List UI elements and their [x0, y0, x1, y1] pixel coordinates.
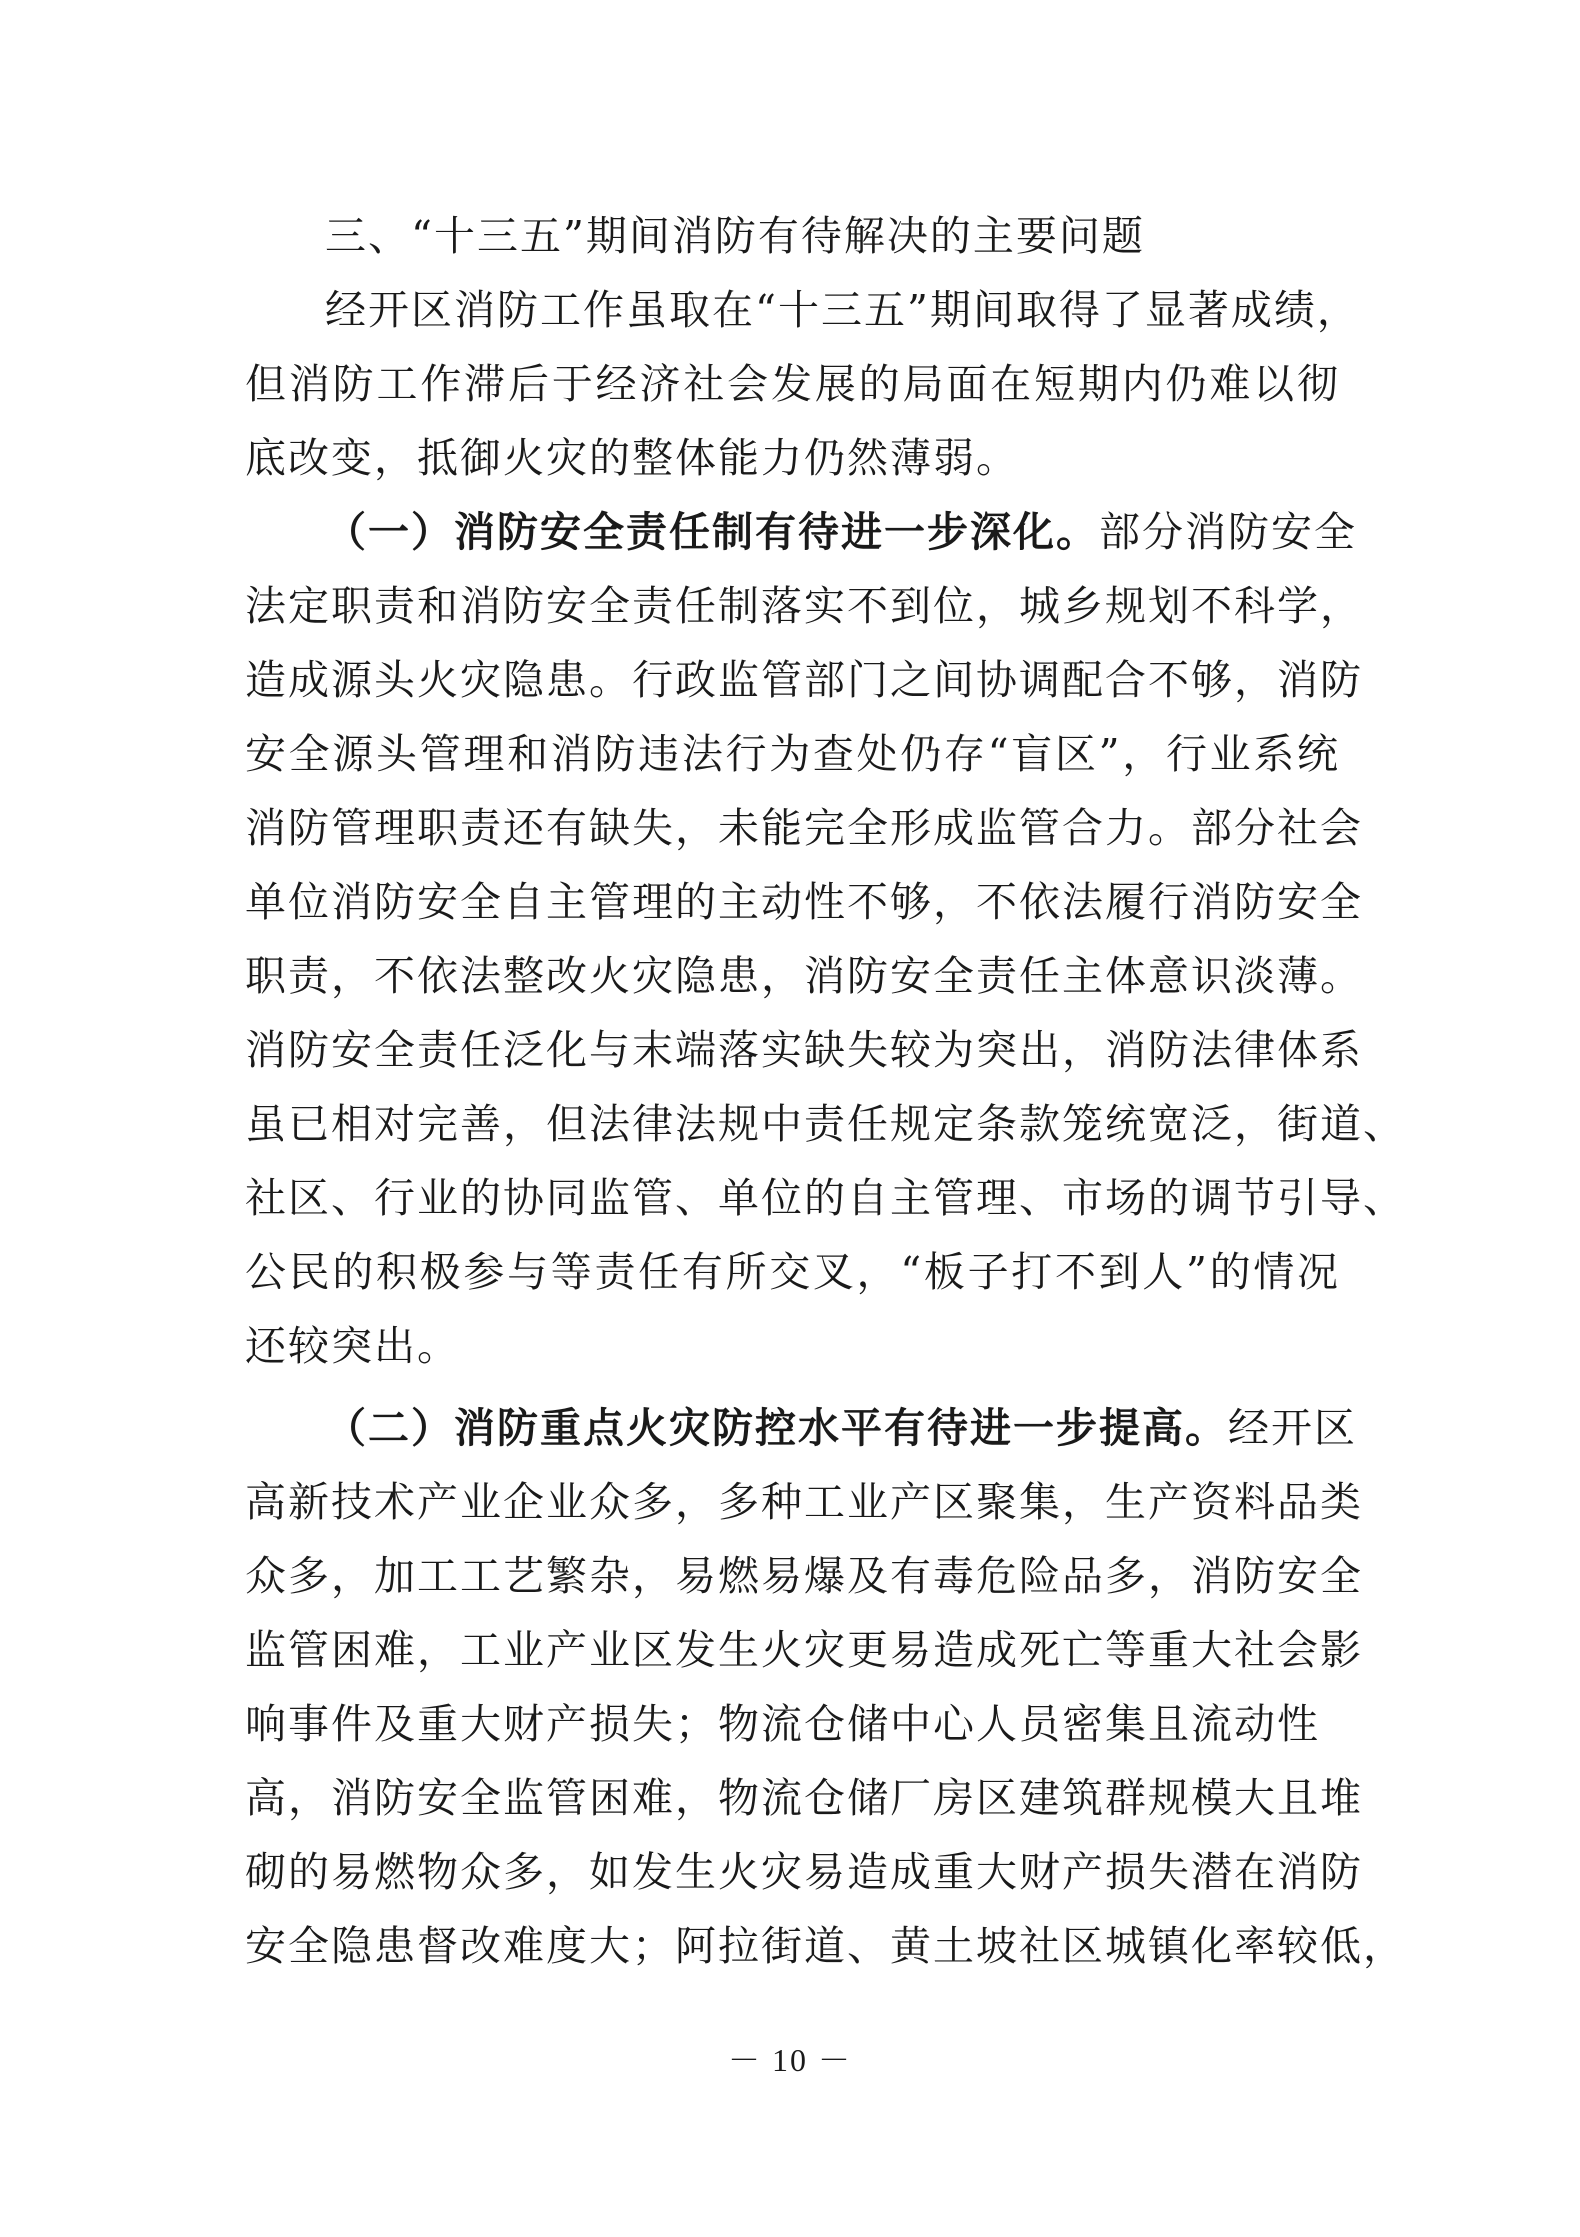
paragraph-line: 高新技术产业企业众多，多种工业产区聚集，生产资料品类	[245, 1478, 1363, 1526]
paragraph-line: 单位消防安全自主管理的主动性不够，不依法履行消防安全	[245, 878, 1363, 926]
paragraph-line: 公民的积极参与等责任有所交叉，“板子打不到人”的情况	[245, 1248, 1340, 1296]
subsection-heading: （二）消防重点火灾防控水平有待进一步提高。	[325, 1404, 1228, 1452]
paragraph-line: 监管困难，工业产业区发生火灾更易造成死亡等重大社会影	[245, 1626, 1363, 1674]
paragraph-line: 安全源头管理和消防违法行为查处仍存“盲区”，行业系统	[245, 730, 1340, 778]
paragraph-line: 响事件及重大财产损失；物流仓储中心人员密集且流动性	[245, 1700, 1320, 1748]
paragraph-line: 消防管理职责还有缺失，未能完全形成监管合力。部分社会	[245, 804, 1363, 852]
subsection-first-line	[245, 1398, 1357, 1458]
paragraph-line: 经开区消防工作虽取在“十三五”期间取得了显著成绩，	[325, 286, 1360, 334]
paragraph-line: 底改变，抵御火灾的整体能力仍然薄弱。	[245, 434, 1019, 482]
paragraph-line: 但消防工作滞后于经济社会发展的局面在短期内仍难以彻	[245, 360, 1340, 408]
paragraph-line: 高，消防安全监管困难，物流仓储厂房区建筑群规模大且堆	[245, 1774, 1363, 1822]
paragraph-line: 砌的易燃物众多，如发生火灾易造成重大财产损失潜在消防	[245, 1848, 1363, 1896]
paragraph-line: 安全隐患督改难度大；阿拉街道、黄土坡社区城镇化率较低，	[245, 1922, 1406, 1970]
section-heading: 三、“十三五”期间消防有待解决的主要问题	[325, 212, 1145, 260]
subsection-text: 部分消防安全	[1099, 508, 1357, 556]
paragraph-line: 法定职责和消防安全责任制落实不到位，城乡规划不科学，	[245, 582, 1363, 630]
subsection-text: 经开区	[1228, 1404, 1357, 1452]
subsection-heading: （一）消防安全责任制有待进一步深化。	[325, 508, 1099, 556]
paragraph-line: 消防安全责任泛化与末端落实缺失较为突出，消防法律体系	[245, 1026, 1363, 1074]
paragraph-line: 虽已相对完善，但法律法规中责任规定条款笼统宽泛，街道、	[245, 1100, 1406, 1148]
page-number: － 10 －	[727, 2042, 852, 2078]
paragraph-line: 职责，不依法整改火灾隐患，消防安全责任主体意识淡薄。	[245, 952, 1363, 1000]
subsection-first-line	[245, 502, 1357, 562]
paragraph-line: 还较突出。	[245, 1322, 460, 1370]
paragraph-line: 造成源头火灾隐患。行政监管部门之间协调配合不够，消防	[245, 656, 1363, 704]
paragraph-line: 社区、行业的协同监管、单位的自主管理、市场的调节引导、	[245, 1174, 1406, 1222]
paragraph-line: 众多，加工工艺繁杂，易燃易爆及有毒危险品多，消防安全	[245, 1552, 1363, 1600]
